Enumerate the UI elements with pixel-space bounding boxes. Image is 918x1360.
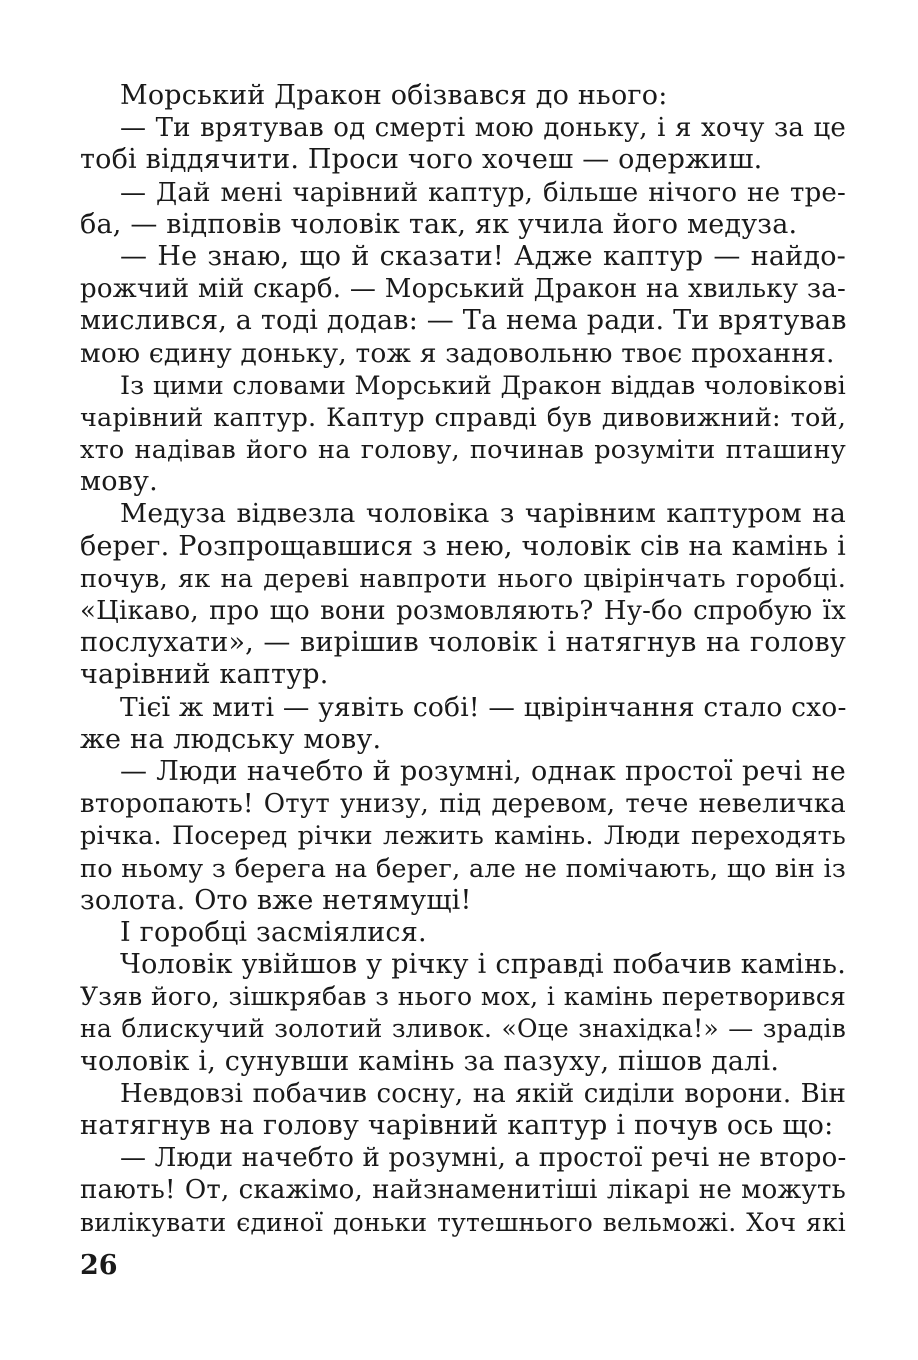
text-line: вилікувати єдиної доньки тутешнього вельможі. Хоч які — [80, 1207, 846, 1237]
text-line: мову. — [80, 466, 158, 498]
text-line: мою єдину доньку, тож я задовольню твоє прохання. — [80, 337, 835, 369]
text-line: почув, як на дереві навпроти нього цвірінчать горобці. — [80, 563, 846, 594]
text-line: второпають! Отут унизу, під деревом, тече невеличка — [80, 789, 846, 820]
text-line: Медуза відвезла чоловіка з чарівним каптуром на — [120, 498, 846, 530]
body-text — [80, 80, 846, 1239]
text-line: Невдовзі побачив сосну, на якій сиділи ворони. Він — [120, 1078, 846, 1109]
text-line: пають! От, скажімо, найзнаменитіші лікарі не можуть — [80, 1175, 846, 1206]
text-line: Чоловік увійшов у річку і справді побачив камінь. — [120, 949, 846, 981]
text-line: Морський Дракон обізвався до нього: — [120, 80, 668, 111]
text-line: — Ти врятував од смерті мою доньку, і я хочу за це — [120, 113, 846, 144]
text-line: ба, — відповів чоловік так, як учила його медуза. — [80, 208, 798, 240]
text-line: чарівний каптур. Каптур справді був дивовижний: той, — [80, 402, 846, 433]
text-line: тобі віддячити. Проси чого хочеш — одержиш. — [80, 144, 763, 176]
text-line: по ньому з берега на берег, але не помічають, що він із — [80, 853, 846, 884]
text-line: — Люди начебто й розумні, однак простої речі не — [120, 755, 846, 787]
text-line: Узяв його, зішкрябав з нього мох, і камінь перетворився — [80, 982, 846, 1012]
text-line: хто надівав його на голову, починав розуміти пташину — [80, 435, 846, 466]
text-line: Тієї ж миті — уявіть собі! — цвірінчання стало схо- — [120, 691, 847, 723]
text-line: натягнув на голову чарівний каптур і почув ось що: — [80, 1110, 834, 1141]
text-line: золота. Ото вже нетямущі! — [80, 884, 472, 916]
text-line: мислився, а тоді додав: — Та нема ради. Ти врятував — [80, 305, 847, 337]
page-number: 26 — [80, 1250, 118, 1281]
text-line: — Дай мені чарівний каптур, більше нічого не тре- — [120, 177, 846, 208]
text-line: на блискучий золотий зливок. «Оце знахідка!» — зрадів — [80, 1014, 846, 1044]
text-line: чоловік і, сунувши камінь за пазуху, пішов далі. — [80, 1045, 780, 1077]
text-line: берег. Розпрощавшися з нею, чоловік сів на камінь і — [80, 530, 846, 562]
text-line: «Цікаво, про що вони розмовляють? Ну-бо спробую їх — [80, 596, 846, 626]
text-line: чарівний каптур. — [80, 659, 329, 691]
text-line: І горобці засміялися. — [120, 916, 427, 948]
text-line: рожчий мій скарб. — Морський Дракон на хвильку за- — [80, 274, 846, 305]
text-line: же на людську мову. — [80, 723, 382, 755]
text-line: — Не знаю, що й сказати! Адже каптур — найдо- — [120, 240, 846, 272]
text-line: річка. Посеред річки лежить камінь. Люди переходять — [80, 821, 846, 852]
text-line: послухати», — вирішив чоловік і натягнув на голову — [80, 627, 846, 659]
text-line: — Люди начебто й розумні, а простої речі не второ- — [120, 1143, 847, 1174]
text-line: Із цими словами Морський Дракон віддав чоловікові — [120, 370, 846, 401]
